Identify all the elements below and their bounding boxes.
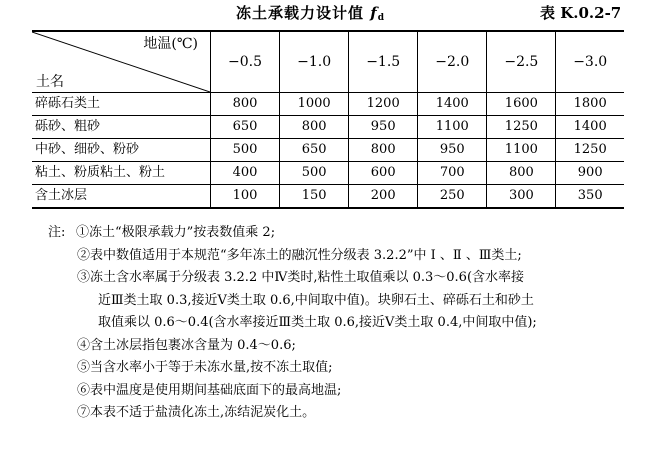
value-cell: 650 bbox=[280, 139, 349, 162]
table-notes bbox=[48, 222, 644, 425]
note-6: ⑥表中温度是使用期间基础底面下的最高地温; bbox=[77, 382, 342, 398]
value-cell: 250 bbox=[418, 185, 487, 209]
value-cell: 200 bbox=[349, 185, 418, 209]
value-cell: 300 bbox=[487, 185, 556, 209]
value-cell: 600 bbox=[349, 162, 418, 185]
value-cell: 1000 bbox=[280, 93, 349, 116]
note-4: ④含土冰层指包裹冰含量为 0.4～0.6; bbox=[77, 337, 296, 353]
value-cell: 1100 bbox=[487, 139, 556, 162]
note-1 bbox=[48, 222, 644, 245]
note-2: ②表中数值适用于本规范“多年冻土的融沉性分级表 3.2.2”中 Ⅰ 、Ⅱ 、Ⅲ类土; bbox=[77, 247, 522, 263]
value-cell: 650 bbox=[211, 116, 280, 139]
value-cell: 1250 bbox=[556, 139, 624, 162]
table-title bbox=[236, 2, 385, 23]
note-3-line-1: ③冻土含水率属于分级表 3.2.2 中Ⅳ类时,粘性土取值乘以 0.3～0.6(含水率接 bbox=[77, 270, 525, 285]
value-cell: 1200 bbox=[349, 93, 418, 116]
temp-header-cell: −2.5 bbox=[487, 31, 556, 93]
title-text: 冻土承载力设计值 bbox=[236, 4, 365, 22]
title-symbol: f bbox=[370, 4, 378, 22]
title-symbol-subscript: d bbox=[377, 13, 385, 23]
value-cell: 800 bbox=[349, 139, 418, 162]
bearing-capacity-table bbox=[32, 30, 624, 209]
value-cell: 1100 bbox=[418, 116, 487, 139]
soil-name-cell: 含土冰层 bbox=[32, 185, 211, 209]
note-5: ⑤当含水率小于等于未冻水量,按不冻土取值; bbox=[77, 360, 333, 375]
table-row bbox=[32, 185, 624, 209]
value-cell: 1400 bbox=[418, 93, 487, 116]
value-cell: 500 bbox=[280, 162, 349, 185]
value-cell: 100 bbox=[211, 185, 280, 209]
value-cell: 350 bbox=[556, 185, 624, 209]
diagonal-header-cell bbox=[32, 31, 211, 93]
value-cell: 950 bbox=[418, 139, 487, 162]
temp-header-cell: −2.0 bbox=[418, 31, 487, 93]
value-cell: 900 bbox=[556, 162, 624, 185]
value-cell: 500 bbox=[211, 139, 280, 162]
soil-name-cell: 粘土、粉质粘土、粉土 bbox=[32, 162, 211, 185]
soil-name-label: 土名 bbox=[36, 74, 64, 90]
value-cell: 800 bbox=[487, 162, 556, 185]
note-3-line-2: 近Ⅲ类土取 0.3,接近Ⅴ类土取 0.6,中间取中值)。块卵石土、碎砾石土和砂土 bbox=[98, 292, 534, 308]
temp-header-cell: −3.0 bbox=[556, 31, 624, 93]
table-row bbox=[32, 93, 624, 116]
value-cell: 400 bbox=[211, 162, 280, 185]
note-1-text: ①冻土“极限承载力”按表数值乘 2; bbox=[76, 225, 276, 240]
value-cell: 1800 bbox=[556, 93, 624, 116]
value-cell: 700 bbox=[418, 162, 487, 185]
soil-name-cell: 砾砂、粗砂 bbox=[32, 116, 211, 139]
value-cell: 950 bbox=[349, 116, 418, 139]
value-cell: 800 bbox=[211, 93, 280, 116]
temp-header-cell: −0.5 bbox=[211, 31, 280, 93]
table-number: 表 K.0.2-7 bbox=[540, 4, 622, 22]
table-row bbox=[32, 139, 624, 162]
table-row bbox=[32, 162, 624, 185]
table-row bbox=[32, 116, 624, 139]
header-row bbox=[32, 31, 624, 93]
value-cell: 1400 bbox=[556, 116, 624, 139]
note-7: ⑦本表不适于盐渍化冻土,冻结泥炭化土。 bbox=[77, 405, 316, 420]
soil-name-cell: 碎砾石类土 bbox=[32, 93, 211, 116]
value-cell: 1600 bbox=[487, 93, 556, 116]
value-cell: 1250 bbox=[487, 116, 556, 139]
temp-header-cell: −1.0 bbox=[280, 31, 349, 93]
value-cell: 800 bbox=[280, 116, 349, 139]
notes-prefix: 注: bbox=[48, 225, 66, 240]
value-cell: 150 bbox=[280, 185, 349, 209]
note-3-line-3: 取值乘以 0.6～0.4(含水率接近Ⅲ类土取 0.6,接近Ⅴ类土取 0.4,中间取中值); bbox=[98, 315, 537, 330]
soil-name-cell: 中砂、细砂、粉砂 bbox=[32, 139, 211, 162]
temp-header-cell: −1.5 bbox=[349, 31, 418, 93]
temperature-label: 地温(℃) bbox=[143, 36, 198, 52]
